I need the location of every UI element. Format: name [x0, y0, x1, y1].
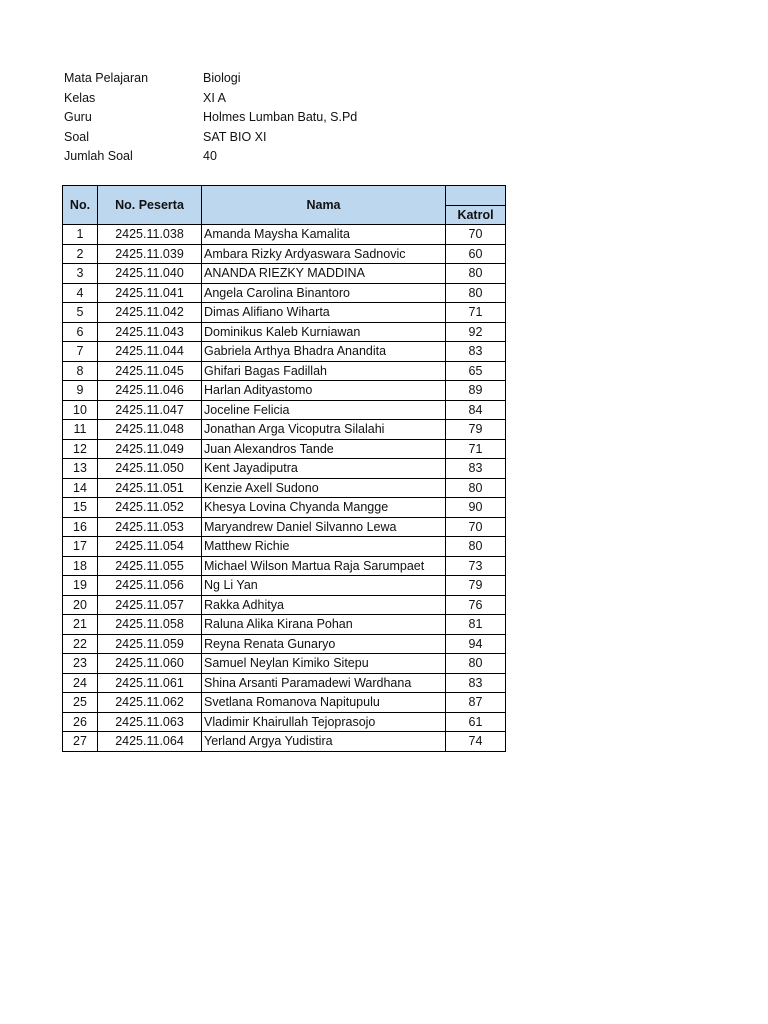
cell-no: 18	[63, 556, 98, 576]
table-row	[63, 420, 506, 440]
cell-participant-number: 2425.11.050	[98, 459, 202, 479]
table-row	[63, 478, 506, 498]
cell-katrol-score: 92	[446, 322, 506, 342]
cell-participant-number: 2425.11.060	[98, 654, 202, 674]
table-row	[63, 322, 506, 342]
cell-katrol-score: 81	[446, 615, 506, 635]
cell-participant-number: 2425.11.062	[98, 693, 202, 713]
cell-katrol-score: 90	[446, 498, 506, 518]
cell-participant-number: 2425.11.045	[98, 361, 202, 381]
cell-katrol-score: 60	[446, 244, 506, 264]
table-row	[63, 264, 506, 284]
cell-no: 5	[63, 303, 98, 323]
cell-no: 9	[63, 381, 98, 401]
cell-no: 11	[63, 420, 98, 440]
cell-name: Joceline Felicia	[202, 400, 446, 420]
cell-no: 17	[63, 537, 98, 557]
cell-participant-number: 2425.11.051	[98, 478, 202, 498]
table-row	[63, 654, 506, 674]
info-label: Mata Pelajaran	[64, 71, 149, 85]
cell-katrol-score: 80	[446, 537, 506, 557]
cell-participant-number: 2425.11.044	[98, 342, 202, 362]
table-row	[63, 381, 506, 401]
cell-name: Yerland Argya Yudistira	[202, 732, 446, 752]
cell-participant-number: 2425.11.042	[98, 303, 202, 323]
cell-name: Kent Jayadiputra	[202, 459, 446, 479]
cell-no: 19	[63, 576, 98, 596]
info-row-question-count	[64, 147, 503, 167]
cell-no: 8	[63, 361, 98, 381]
table-row	[63, 400, 506, 420]
cell-no: 26	[63, 712, 98, 732]
cell-katrol-score: 73	[446, 556, 506, 576]
cell-no: 20	[63, 595, 98, 615]
cell-participant-number: 2425.11.046	[98, 381, 202, 401]
table-row	[63, 634, 506, 654]
cell-participant-number: 2425.11.038	[98, 225, 202, 245]
cell-katrol-score: 87	[446, 693, 506, 713]
cell-name: Raluna Alika Kirana Pohan	[202, 615, 446, 635]
header-participant-number: No. Peserta	[98, 186, 202, 225]
header-katrol: Katrol	[446, 205, 506, 225]
table-row	[63, 556, 506, 576]
cell-no: 13	[63, 459, 98, 479]
cell-no: 7	[63, 342, 98, 362]
cell-katrol-score: 70	[446, 517, 506, 537]
cell-name: Angela Carolina Binantoro	[202, 283, 446, 303]
cell-name: Harlan Adityastomo	[202, 381, 446, 401]
cell-no: 23	[63, 654, 98, 674]
cell-participant-number: 2425.11.064	[98, 732, 202, 752]
cell-no: 2	[63, 244, 98, 264]
cell-participant-number: 2425.11.041	[98, 283, 202, 303]
info-value: Holmes Lumban Batu, S.Pd	[203, 110, 358, 124]
cell-name: Dimas Alifiano Wiharta	[202, 303, 446, 323]
header-score-group	[446, 186, 506, 206]
cell-no: 1	[63, 225, 98, 245]
header-name: Nama	[202, 186, 446, 225]
cell-no: 6	[63, 322, 98, 342]
cell-katrol-score: 65	[446, 361, 506, 381]
cell-no: 10	[63, 400, 98, 420]
cell-katrol-score: 79	[446, 420, 506, 440]
cell-name: Maryandrew Daniel Silvanno Lewa	[202, 517, 446, 537]
table-row	[63, 342, 506, 362]
grades-table-header	[63, 186, 506, 225]
info-row-subject	[64, 69, 503, 89]
table-row	[63, 595, 506, 615]
cell-name: Samuel Neylan Kimiko Sitepu	[202, 654, 446, 674]
cell-name: Shina Arsanti Paramadewi Wardhana	[202, 673, 446, 693]
table-row	[63, 615, 506, 635]
cell-name: Reyna Renata Gunaryo	[202, 634, 446, 654]
info-row-exam	[64, 128, 503, 148]
cell-name: Ambara Rizky Ardyaswara Sadnovic	[202, 244, 446, 264]
cell-no: 16	[63, 517, 98, 537]
cell-katrol-score: 61	[446, 712, 506, 732]
cell-participant-number: 2425.11.055	[98, 556, 202, 576]
cell-participant-number: 2425.11.054	[98, 537, 202, 557]
info-label: Kelas	[64, 90, 96, 105]
cell-no: 24	[63, 673, 98, 693]
cell-participant-number: 2425.11.043	[98, 322, 202, 342]
cell-no: 25	[63, 693, 98, 713]
cell-name: Svetlana Romanova Napitupulu	[202, 693, 446, 713]
cell-katrol-score: 83	[446, 459, 506, 479]
table-row	[63, 576, 506, 596]
cell-participant-number: 2425.11.059	[98, 634, 202, 654]
cell-participant-number: 2425.11.053	[98, 517, 202, 537]
cell-name: Vladimir Khairullah Tejoprasojo	[202, 712, 446, 732]
cell-katrol-score: 80	[446, 478, 506, 498]
cell-katrol-score: 74	[446, 732, 506, 752]
table-row	[63, 498, 506, 518]
cell-participant-number: 2425.11.040	[98, 264, 202, 284]
cell-participant-number: 2425.11.039	[98, 244, 202, 264]
table-row	[63, 361, 506, 381]
cell-name: Kenzie Axell Sudono	[202, 478, 446, 498]
cell-name: Matthew Richie	[202, 537, 446, 557]
info-label: Jumlah Soal	[64, 149, 133, 163]
cell-katrol-score: 70	[446, 225, 506, 245]
table-row	[63, 693, 506, 713]
header-no: No.	[63, 186, 98, 225]
cell-no: 21	[63, 615, 98, 635]
cell-participant-number: 2425.11.048	[98, 420, 202, 440]
cell-katrol-score: 80	[446, 654, 506, 674]
cell-no: 3	[63, 264, 98, 284]
info-value: Biologi	[203, 71, 241, 85]
info-row-class	[64, 89, 503, 109]
cell-no: 4	[63, 283, 98, 303]
cell-katrol-score: 83	[446, 342, 506, 362]
cell-participant-number: 2425.11.061	[98, 673, 202, 693]
cell-name: Ng Li Yan	[202, 576, 446, 596]
cell-name: Dominikus Kaleb Kurniawan	[202, 322, 446, 342]
cell-no: 14	[63, 478, 98, 498]
cell-name: Michael Wilson Martua Raja Sarumpaet	[202, 556, 446, 576]
info-value: 40	[203, 149, 217, 163]
table-row	[63, 537, 506, 557]
cell-no: 12	[63, 439, 98, 459]
cell-participant-number: 2425.11.052	[98, 498, 202, 518]
table-row	[63, 517, 506, 537]
cell-katrol-score: 71	[446, 439, 506, 459]
table-row	[63, 712, 506, 732]
grades-table	[62, 185, 506, 752]
cell-name: Amanda Maysha Kamalita	[202, 225, 446, 245]
cell-no: 27	[63, 732, 98, 752]
cell-name: Juan Alexandros Tande	[202, 439, 446, 459]
cell-katrol-score: 71	[446, 303, 506, 323]
cell-participant-number: 2425.11.057	[98, 595, 202, 615]
info-label: Guru	[64, 110, 92, 124]
cell-participant-number: 2425.11.049	[98, 439, 202, 459]
table-row	[63, 283, 506, 303]
table-row	[63, 303, 506, 323]
table-row	[63, 732, 506, 752]
cell-participant-number: 2425.11.047	[98, 400, 202, 420]
cell-katrol-score: 84	[446, 400, 506, 420]
info-row-teacher	[64, 108, 503, 128]
cell-katrol-score: 76	[446, 595, 506, 615]
cell-katrol-score: 83	[446, 673, 506, 693]
cell-katrol-score: 89	[446, 381, 506, 401]
info-label: Soal	[64, 129, 90, 144]
info-value: XI A	[203, 90, 226, 105]
subject-info-block	[64, 69, 503, 167]
cell-participant-number: 2425.11.063	[98, 712, 202, 732]
table-row	[63, 459, 506, 479]
cell-katrol-score: 80	[446, 264, 506, 284]
table-row	[63, 225, 506, 245]
grades-table-body	[63, 225, 506, 752]
table-row	[63, 673, 506, 693]
cell-name: ANANDA RIEZKY MADDINA	[202, 264, 446, 284]
cell-participant-number: 2425.11.056	[98, 576, 202, 596]
cell-name: Ghifari Bagas Fadillah	[202, 361, 446, 381]
cell-name: Rakka Adhitya	[202, 595, 446, 615]
table-row	[63, 244, 506, 264]
info-value: SAT BIO XI	[203, 129, 267, 144]
cell-katrol-score: 80	[446, 283, 506, 303]
table-row	[63, 439, 506, 459]
cell-name: Gabriela Arthya Bhadra Anandita	[202, 342, 446, 362]
cell-no: 15	[63, 498, 98, 518]
cell-no: 22	[63, 634, 98, 654]
cell-name: Jonathan Arga Vicoputra Silalahi	[202, 420, 446, 440]
cell-participant-number: 2425.11.058	[98, 615, 202, 635]
cell-name: Khesya Lovina Chyanda Mangge	[202, 498, 446, 518]
cell-katrol-score: 94	[446, 634, 506, 654]
cell-katrol-score: 79	[446, 576, 506, 596]
